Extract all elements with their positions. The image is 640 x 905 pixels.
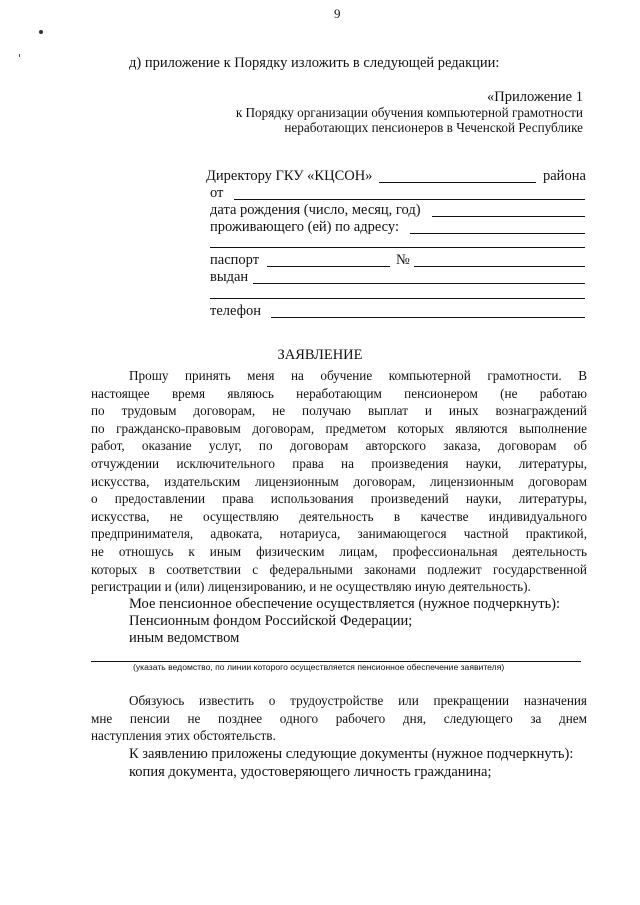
address-blank-1[interactable]: [410, 233, 585, 234]
passport-label: паспорт: [210, 252, 260, 268]
appendix-title: «Приложение 1: [487, 89, 583, 105]
phone-blank[interactable]: [271, 317, 585, 318]
number-label: №: [396, 252, 410, 268]
pension-option-other[interactable]: иным ведомством: [129, 630, 240, 646]
passport-series-blank[interactable]: [267, 266, 390, 267]
paragraph-line: мне пенсии не позднее одного рабочего дня, следующего за днем: [91, 710, 587, 726]
paragraph-line: настоящее время являюсь неработающим пенсионером (не работаю: [91, 385, 587, 401]
documents-item-id-copy[interactable]: копия документа, удостоверяющего личность гражданина;: [129, 764, 492, 780]
birth-blank[interactable]: [432, 216, 585, 217]
appendix-line-2: к Порядку организации обучения компьютерной грамотности: [235, 105, 583, 120]
paragraph-line: которых в соответствии с федеральными законами подлежит государственной: [91, 561, 587, 577]
paragraph-line: работ, оказание услуг, по договорам авторского заказа, договорам об: [91, 438, 587, 454]
paragraph-line: регистрации и (или) лицензированию, и не осуществляю иную деятельность).: [91, 579, 531, 595]
paragraph-line: не отношусь к иным физическим лицам, профессиональная деятельность: [91, 543, 587, 559]
paragraph-line: искусства, не осуществляю деятельность в качестве индивидуального: [91, 508, 587, 524]
agency-caption: (указать ведомство, по линии которого осуществляется пенсионное обеспечение заявителя): [133, 662, 505, 672]
paragraph-line: о предоставлении права использования произведений науки, литературы,: [91, 491, 587, 507]
phone-label: телефон: [210, 303, 262, 319]
from-label: от: [210, 185, 224, 201]
paragraph-line: искусства, издательским лицензионным договорам, лицензионным договорам: [91, 473, 587, 489]
paragraph-line: Прошу принять меня на обучение компьютерной грамотности. В: [129, 368, 587, 383]
issued-label: выдан: [210, 269, 249, 285]
statement-title: ЗАЯВЛЕНИЕ: [277, 347, 363, 363]
director-suffix: района: [543, 168, 586, 184]
paragraph-line: Обязуюсь известить о трудоустройстве или прекращении назначения: [129, 693, 587, 708]
paragraph-line: по трудовым договорам, не получаю выплат и иных вознаграждений: [91, 403, 587, 419]
director-prefix: Директору ГКУ «КЦСОН»: [206, 168, 373, 184]
from-blank[interactable]: [234, 199, 585, 200]
address-label: проживающего (ей) по адресу:: [210, 219, 399, 235]
paragraph-line: предпринимателя, адвоката, нотариуса, занимающегося частной практикой,: [91, 526, 587, 542]
scan-dot: [39, 30, 43, 34]
passport-number-blank[interactable]: [414, 266, 585, 267]
address-blank-2[interactable]: [210, 247, 585, 248]
documents-line: К заявлению приложены следующие документы (нужное подчеркнуть):: [129, 746, 574, 762]
intro-line: д) приложение к Порядку изложить в следующей редакции:: [129, 55, 500, 71]
pension-option-pfr[interactable]: Пенсионным фондом Российской Федерации;: [129, 613, 413, 629]
scan-mark: [19, 54, 20, 57]
page-number: 9: [334, 6, 341, 21]
pension-line: Мое пенсионное обеспечение осуществляется (нужное подчеркнуть):: [129, 596, 561, 612]
district-blank[interactable]: [379, 182, 536, 183]
statement-paragraph: [91, 367, 587, 596]
appendix-line-3: неработающих пенсионеров в Чеченской Республике: [284, 120, 583, 135]
issued-blank-1[interactable]: [253, 283, 585, 284]
paragraph-line: наступления этих обстоятельств.: [91, 728, 276, 744]
issued-blank-2[interactable]: [210, 298, 585, 299]
paragraph-line: по гражданско-правовым договорам, предметом которых являются выполнение: [91, 420, 587, 436]
birth-label: дата рождения (число, месяц, год): [210, 202, 421, 218]
obligation-paragraph: [91, 692, 587, 745]
paragraph-line: отчуждении исключительного права на произведения науки, литературы,: [91, 455, 587, 471]
